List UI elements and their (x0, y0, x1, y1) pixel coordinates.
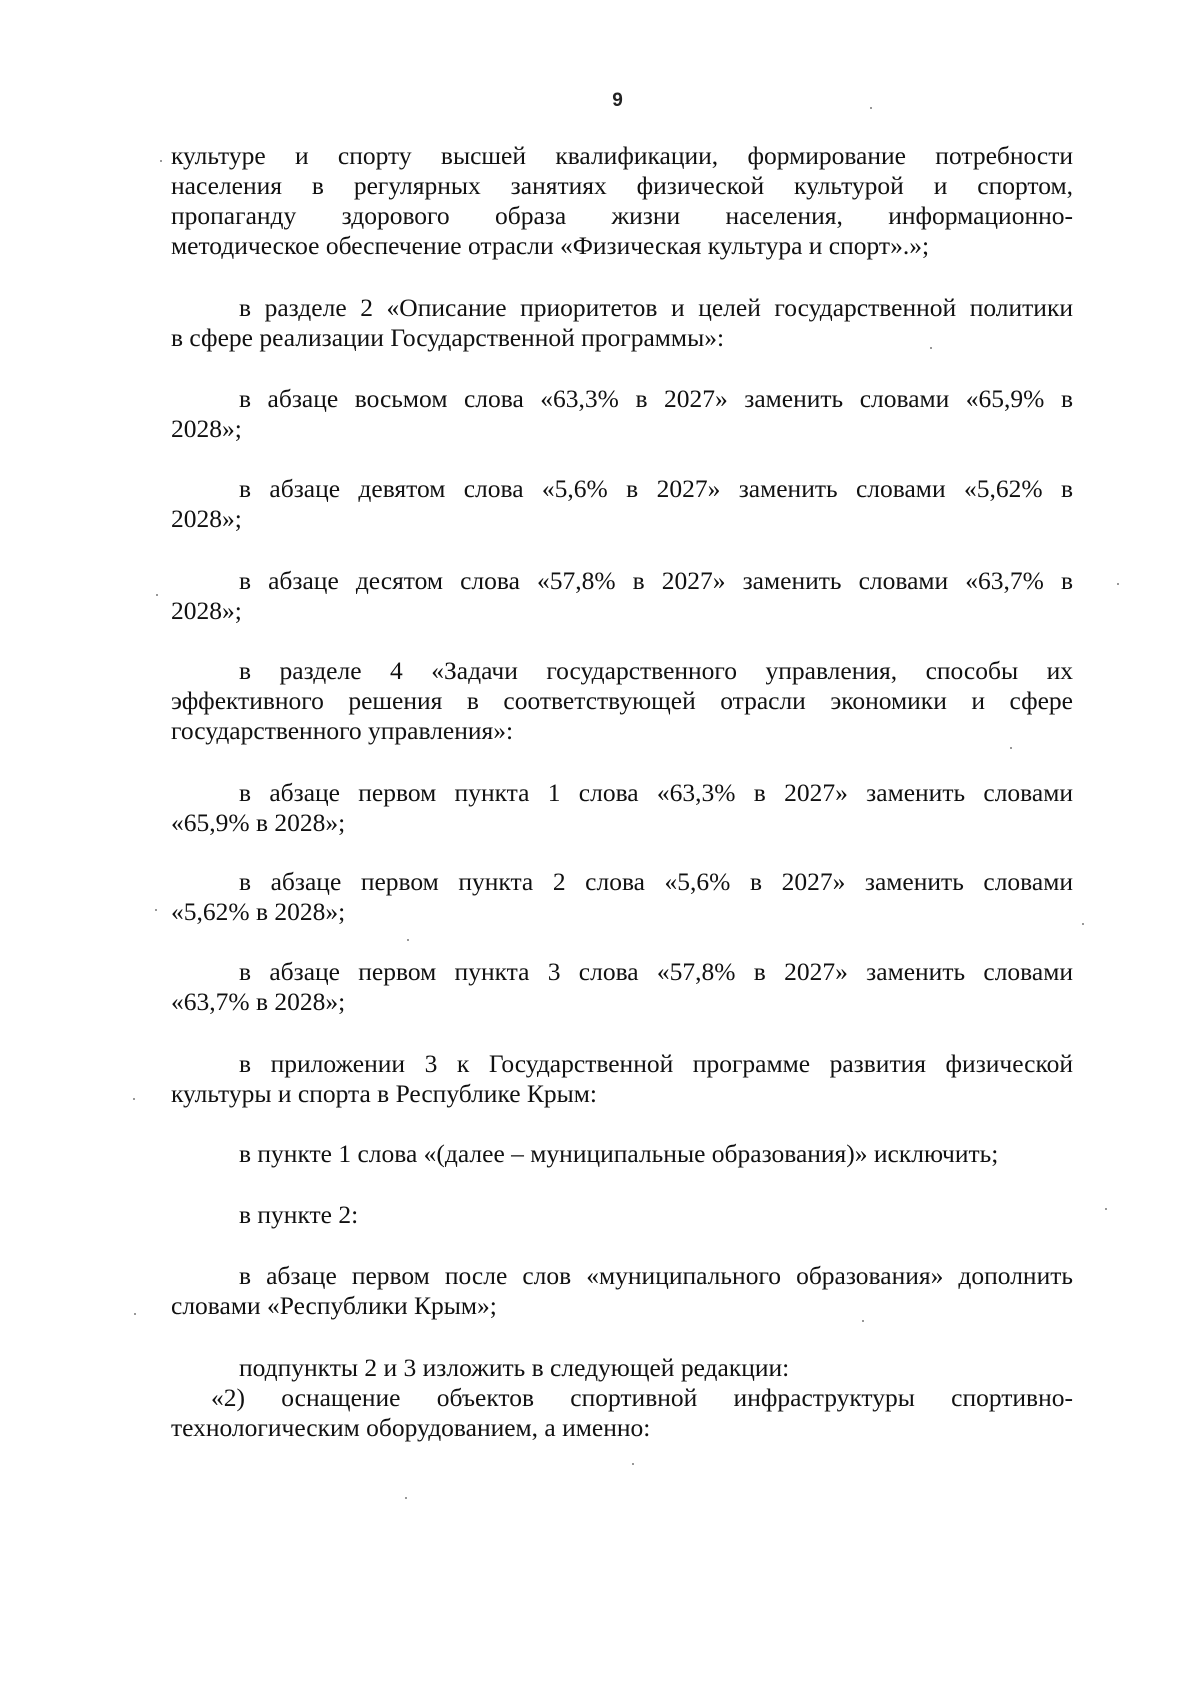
paragraph-line: культуры и спорта в Республике Крым: (171, 1079, 598, 1108)
paragraph-line: подпункты 2 и 3 изложить в следующей редакции: (239, 1353, 790, 1382)
paragraph-line: технологическим оборудованием, а именно: (171, 1413, 651, 1442)
scan-speck (930, 347, 932, 349)
scan-speck (160, 160, 162, 162)
scan-speck (870, 107, 872, 109)
paragraph-line: в приложении 3 к Государственной программе развития физической (239, 1049, 1073, 1078)
page-number: 9 (612, 90, 623, 111)
paragraph-line: в абзаце восьмом слова «63,3% в 2027» заменить словами «65,9% в (239, 384, 1073, 413)
paragraph-line: «65,9% в 2028»; (171, 808, 346, 837)
paragraph-line: 2028»; (171, 596, 242, 625)
paragraph-line: населения в регулярных занятиях физической культурой и спортом, (171, 171, 1073, 200)
paragraph-line: в абзаце девятом слова «5,6% в 2027» заменить словами «5,62% в (239, 474, 1073, 503)
scan-speck (862, 1320, 864, 1322)
paragraph-line: в абзаце десятом слова «57,8% в 2027» заменить словами «63,7% в (239, 566, 1073, 595)
paragraph-line: 2028»; (171, 504, 242, 533)
paragraph-line: «5,62% в 2028»; (171, 897, 346, 926)
paragraph-line: методическое обеспечение отрасли «Физическая культура и спорт».»; (171, 231, 930, 260)
paragraph-line: в разделе 4 «Задачи государственного управления, способы их (239, 656, 1073, 685)
paragraph-line: в абзаце первом после слов «муниципального образования» дополнить (239, 1261, 1073, 1290)
scan-speck (134, 1313, 136, 1315)
paragraph-line: эффективного решения в соответствующей отрасли экономики и сфере (171, 686, 1073, 715)
scan-speck (405, 1497, 407, 1499)
scan-speck (407, 939, 409, 941)
paragraph-line: в сфере реализации Государственной программы»: (171, 323, 725, 352)
paragraph-line: в пункте 2: (239, 1200, 359, 1229)
paragraph-line: культуре и спорту высшей квалификации, формирование потребности (171, 141, 1073, 170)
scan-speck (156, 594, 158, 596)
paragraph-line: государственного управления»: (171, 716, 514, 745)
paragraph-line: в абзаце первом пункта 2 слова «5,6% в 2027» заменить словами (239, 867, 1073, 896)
paragraph-line: словами «Республики Крым»; (171, 1291, 497, 1320)
scan-speck (1117, 583, 1119, 585)
scan-speck (155, 909, 157, 911)
scan-speck (133, 1098, 135, 1100)
paragraph-line: 2028»; (171, 414, 242, 443)
scan-speck (1010, 747, 1012, 749)
paragraph-line: в абзаце первом пункта 3 слова «57,8% в 2027» заменить словами (239, 957, 1073, 986)
paragraph-line: «2) оснащение объектов спортивной инфраструктуры спортивно- (211, 1383, 1073, 1412)
scan-speck (1082, 923, 1084, 925)
paragraph-line: «63,7% в 2028»; (171, 987, 346, 1016)
paragraph-line: в абзаце первом пункта 1 слова «63,3% в 2027» заменить словами (239, 778, 1073, 807)
scan-speck (1105, 1208, 1107, 1210)
paragraph-line: пропаганду здорового образа жизни населения, информационно- (171, 201, 1073, 230)
paragraph-line: в пункте 1 слова «(далее – муниципальные образования)» исключить; (239, 1139, 999, 1168)
paragraph-line: в разделе 2 «Описание приоритетов и целей государственной политики (239, 293, 1073, 322)
scan-speck (632, 1463, 634, 1465)
